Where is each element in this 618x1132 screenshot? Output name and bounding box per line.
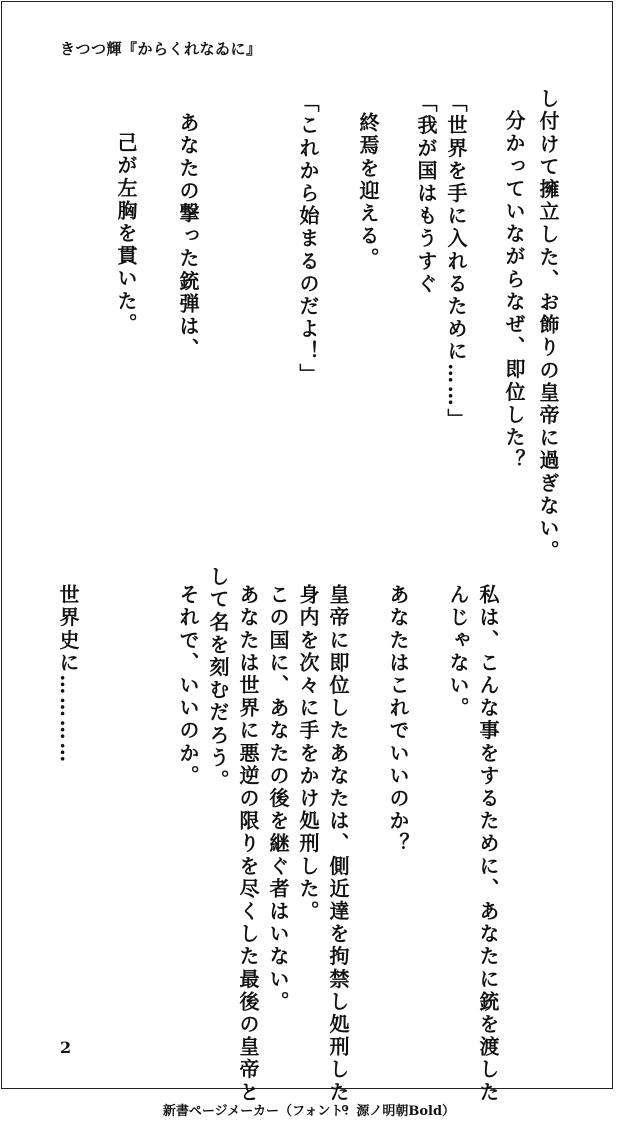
text-column: 「我が国はもうすぐ [414, 92, 438, 296]
text-column: 身内を次々に手をかけ処刑した。 [296, 584, 320, 923]
text-column: 分かっていながらなぜ、即位した？ [502, 110, 526, 472]
text-column: 「世界を手に入れるために……」 [444, 92, 468, 431]
text-column: 私は、こんな事をするために、あなたに銃を渡した [476, 584, 500, 1104]
footer-credit: 新書ページメーカー（フォント：源ノ明朝Bold） [162, 1104, 456, 1119]
text-column: し付けて擁立した、お飾りの皇帝に過ぎない。 [536, 88, 560, 563]
text-column: 己が左胸を貫いた。 [114, 132, 138, 336]
text-column: 世界史に………… [56, 584, 80, 765]
text-column: あなたの撃った銃弾は、 [176, 112, 200, 361]
text-column: して名を刻むだろう。 [206, 566, 230, 792]
text-column: あなたは世界に悪逆の限りを尽くした最後の皇帝と [236, 584, 260, 1104]
text-column: んじゃない。 [446, 584, 470, 720]
text-column: 「これから始まるのだよ！」 [296, 92, 320, 386]
page-number: 2 [60, 1038, 72, 1057]
text-column: この国に、あなたの後を継ぐ者はいない。 [266, 584, 290, 1014]
text-column: あなたはこれでいいのか？ [386, 584, 410, 856]
text-column: 皇帝に即位したあなたは、側近達を拘禁し処刑した。 [326, 584, 350, 1127]
text-column: 終焉を迎える。 [356, 112, 380, 271]
header-title: きつつ輝『からくれなゐに』 [60, 40, 262, 58]
text-column: それで、いいのか。 [176, 584, 200, 788]
